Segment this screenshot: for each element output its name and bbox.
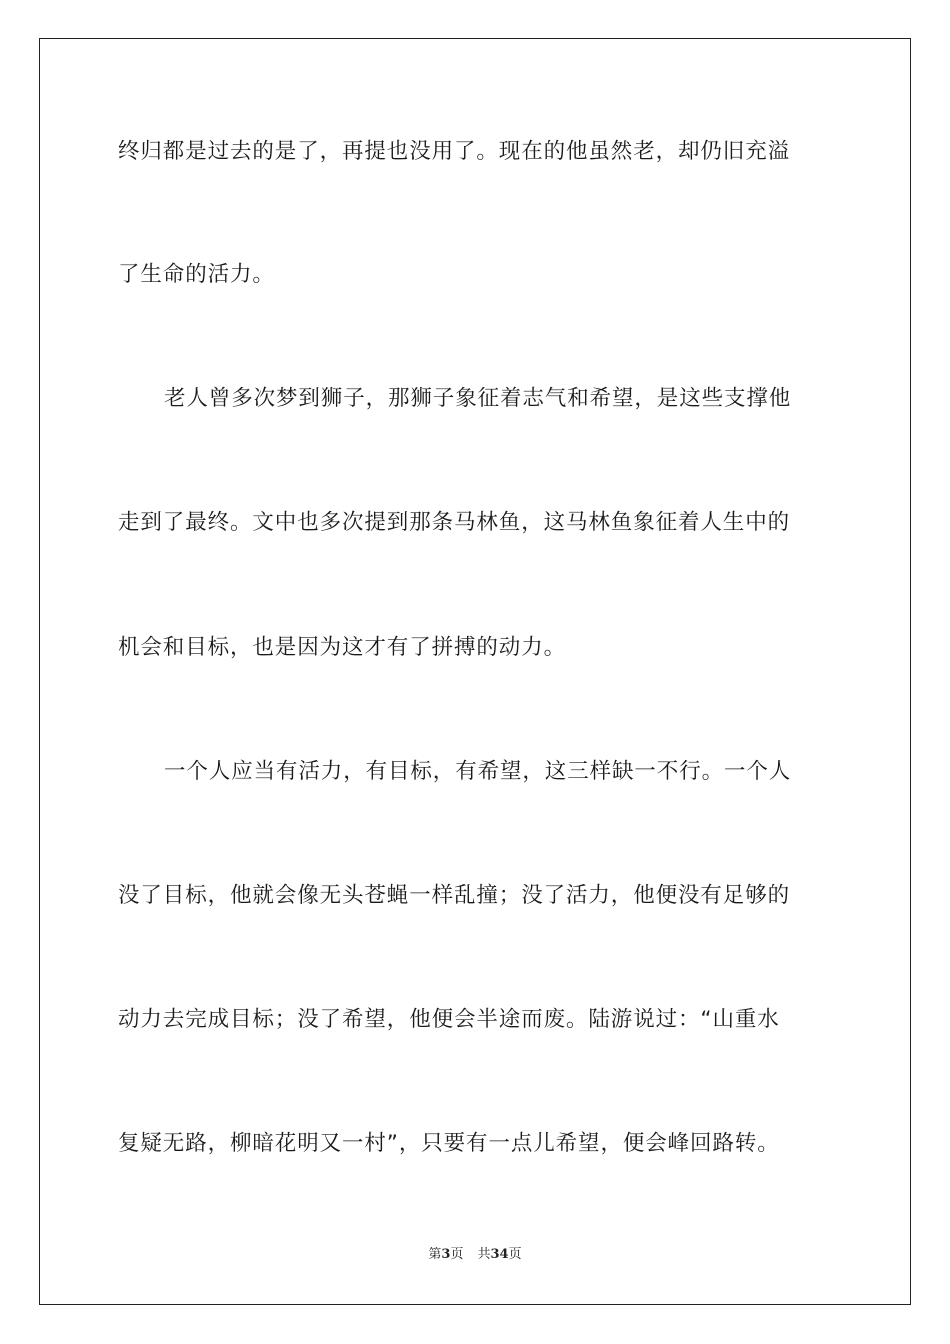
paragraph-line: 一个人应当有活力，有目标，有希望，这三样缺一不行。一个人 xyxy=(164,759,792,784)
total-prefix: 共 xyxy=(477,1247,491,1262)
paragraph-line: 老人曾多次梦到狮子，那狮子象征着志气和希望，是这些支撑他 xyxy=(164,386,792,411)
paragraph-line: 走到了最终。文中也多次提到那条马林鱼，这马林鱼象征着人生中的 xyxy=(118,510,791,535)
page-footer xyxy=(0,1246,950,1264)
total-pages: 34 xyxy=(490,1247,509,1262)
page-prefix: 第 xyxy=(428,1247,442,1262)
total-suffix: 页 xyxy=(508,1247,522,1262)
paragraph-line: 动力去完成目标；没了希望，他便会半途而废。陆游说过：“山重水 xyxy=(118,1007,780,1032)
paragraph-line: 终归都是过去的是了，再提也没用了。现在的他虽然老，却仍旧充溢 xyxy=(118,139,791,164)
page-number: 3 xyxy=(441,1247,451,1262)
page-frame xyxy=(39,38,911,1305)
page-suffix: 页 xyxy=(450,1247,464,1262)
paragraph-line: 复疑无路，柳暗花明又一村”，只要有一点儿希望，便会峰回路转。 xyxy=(118,1131,780,1156)
paragraph-line: 了生命的活力。 xyxy=(118,262,275,287)
paragraph-line: 机会和目标，也是因为这才有了拼搏的动力。 xyxy=(118,635,567,660)
paragraph-line: 没了目标，他就会像无头苍蝇一样乱撞；没了活力，他便没有足够的 xyxy=(118,883,791,908)
